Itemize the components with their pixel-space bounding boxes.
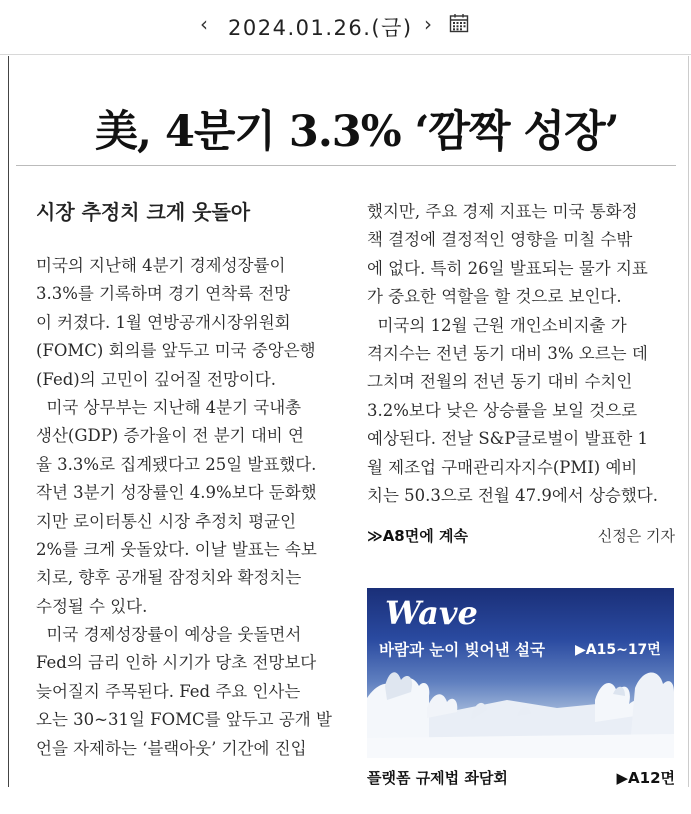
bottom-teaser xyxy=(367,767,675,789)
body-line: 가 중요한 역할을 할 것으로 보인다. xyxy=(367,287,622,307)
current-date: 2024.01.26.(금) xyxy=(228,16,413,40)
body-line: 월 제조업 구매관리자지수(PMI) 예비 xyxy=(367,457,638,477)
promo-page-link[interactable]: ▶A15~17면 xyxy=(575,642,661,658)
continued-page-link[interactable]: ≫A8면에 계속 xyxy=(367,527,468,545)
body-line: 미국의 지난해 4분기 경제성장률이 xyxy=(36,256,286,275)
continuation-row xyxy=(367,525,675,551)
body-line: Fed의 금리 인하 시기가 당초 전망보다 xyxy=(36,653,317,673)
teaser-page-link[interactable]: ▶A12면 xyxy=(616,769,675,787)
article-body-right-column xyxy=(367,198,677,510)
body-line: 했지만, 주요 경제 지표는 미국 통화정 xyxy=(367,202,638,221)
body-line: (FOMC) 회의를 앞두고 미국 중앙은행 xyxy=(36,341,316,361)
headline-divider xyxy=(16,165,676,166)
body-line: 이 커졌다. 1월 연방공개시장위원회 xyxy=(36,312,291,332)
body-line: 그치며 전월의 전년 동기 대비 수치인 xyxy=(367,372,633,392)
body-line: 치로, 향후 공개될 잠정치와 확정치는 xyxy=(36,568,302,588)
body-line: 에 없다. 특히 26일 발표되는 물가 지표 xyxy=(367,258,648,278)
byline: 신정은 기자 xyxy=(597,527,675,545)
wave-promo-box[interactable] xyxy=(367,588,674,758)
body-line: 3.3%를 기록하며 경기 연착륙 전망 xyxy=(36,284,291,304)
article-subheadline: 시장 추정치 크게 웃돌아 xyxy=(36,200,251,224)
body-line: 치는 50.3으로 전월 47.9에서 상승했다. xyxy=(367,485,658,505)
article-body-left-column xyxy=(36,252,352,763)
teaser-title-link[interactable]: 플랫폼 규제법 좌담회 xyxy=(367,769,508,787)
body-line: 미국의 12월 근원 개인소비지출 가 xyxy=(367,315,627,335)
article-headline: 美, 4분기 3.3% ‘깜짝 성장’ xyxy=(95,107,619,157)
date-navigation-bar xyxy=(0,0,691,55)
body-line: 책 결정에 결정적인 영향을 미칠 수밖 xyxy=(367,230,633,250)
body-line: 생산(GDP) 증가율이 전 분기 대비 연 xyxy=(36,426,304,446)
promo-title: Wave xyxy=(385,594,478,632)
body-line: 2%를 크게 웃돌았다. 이날 발표는 속보 xyxy=(36,539,317,559)
body-line: 오는 30~31일 FOMC를 앞두고 공개 발 xyxy=(36,710,332,730)
body-line: 율 3.3%로 집계됐다고 25일 발표했다. xyxy=(36,454,317,474)
body-line: 수정될 수 있다. xyxy=(36,596,148,616)
body-line: 언을 자제하는 ‘블랙아웃’ 기간에 진입 xyxy=(36,738,307,758)
calendar-icon[interactable] xyxy=(449,13,469,33)
body-line: 미국 상무부는 지난해 4분기 국내총 xyxy=(36,397,302,417)
promo-subtitle: 바람과 눈이 빚어낸 설국 xyxy=(379,641,545,659)
previous-date-icon[interactable]: ‹ xyxy=(200,12,208,36)
body-line: (Fed)의 고민이 깊어질 전망이다. xyxy=(36,369,277,389)
body-line: 지만 로이터통신 시장 추정치 평균인 xyxy=(36,511,297,531)
next-date-icon[interactable]: › xyxy=(424,12,432,36)
body-line: 늦어질지 주목된다. Fed 주요 인사는 xyxy=(36,681,301,701)
body-line: 미국 경제성장률이 예상을 웃돌면서 xyxy=(36,625,302,645)
page-edge xyxy=(688,56,689,787)
body-line: 작년 3분기 성장률인 4.9%보다 둔화했 xyxy=(36,483,317,503)
body-line: 3.2%보다 낮은 상승률을 보일 것으로 xyxy=(367,400,638,420)
body-line: 예상된다. 전날 S&P글로벌이 발표한 1 xyxy=(367,429,649,449)
body-line: 격지수는 전년 동기 대비 3% 오르는 데 xyxy=(367,343,648,363)
